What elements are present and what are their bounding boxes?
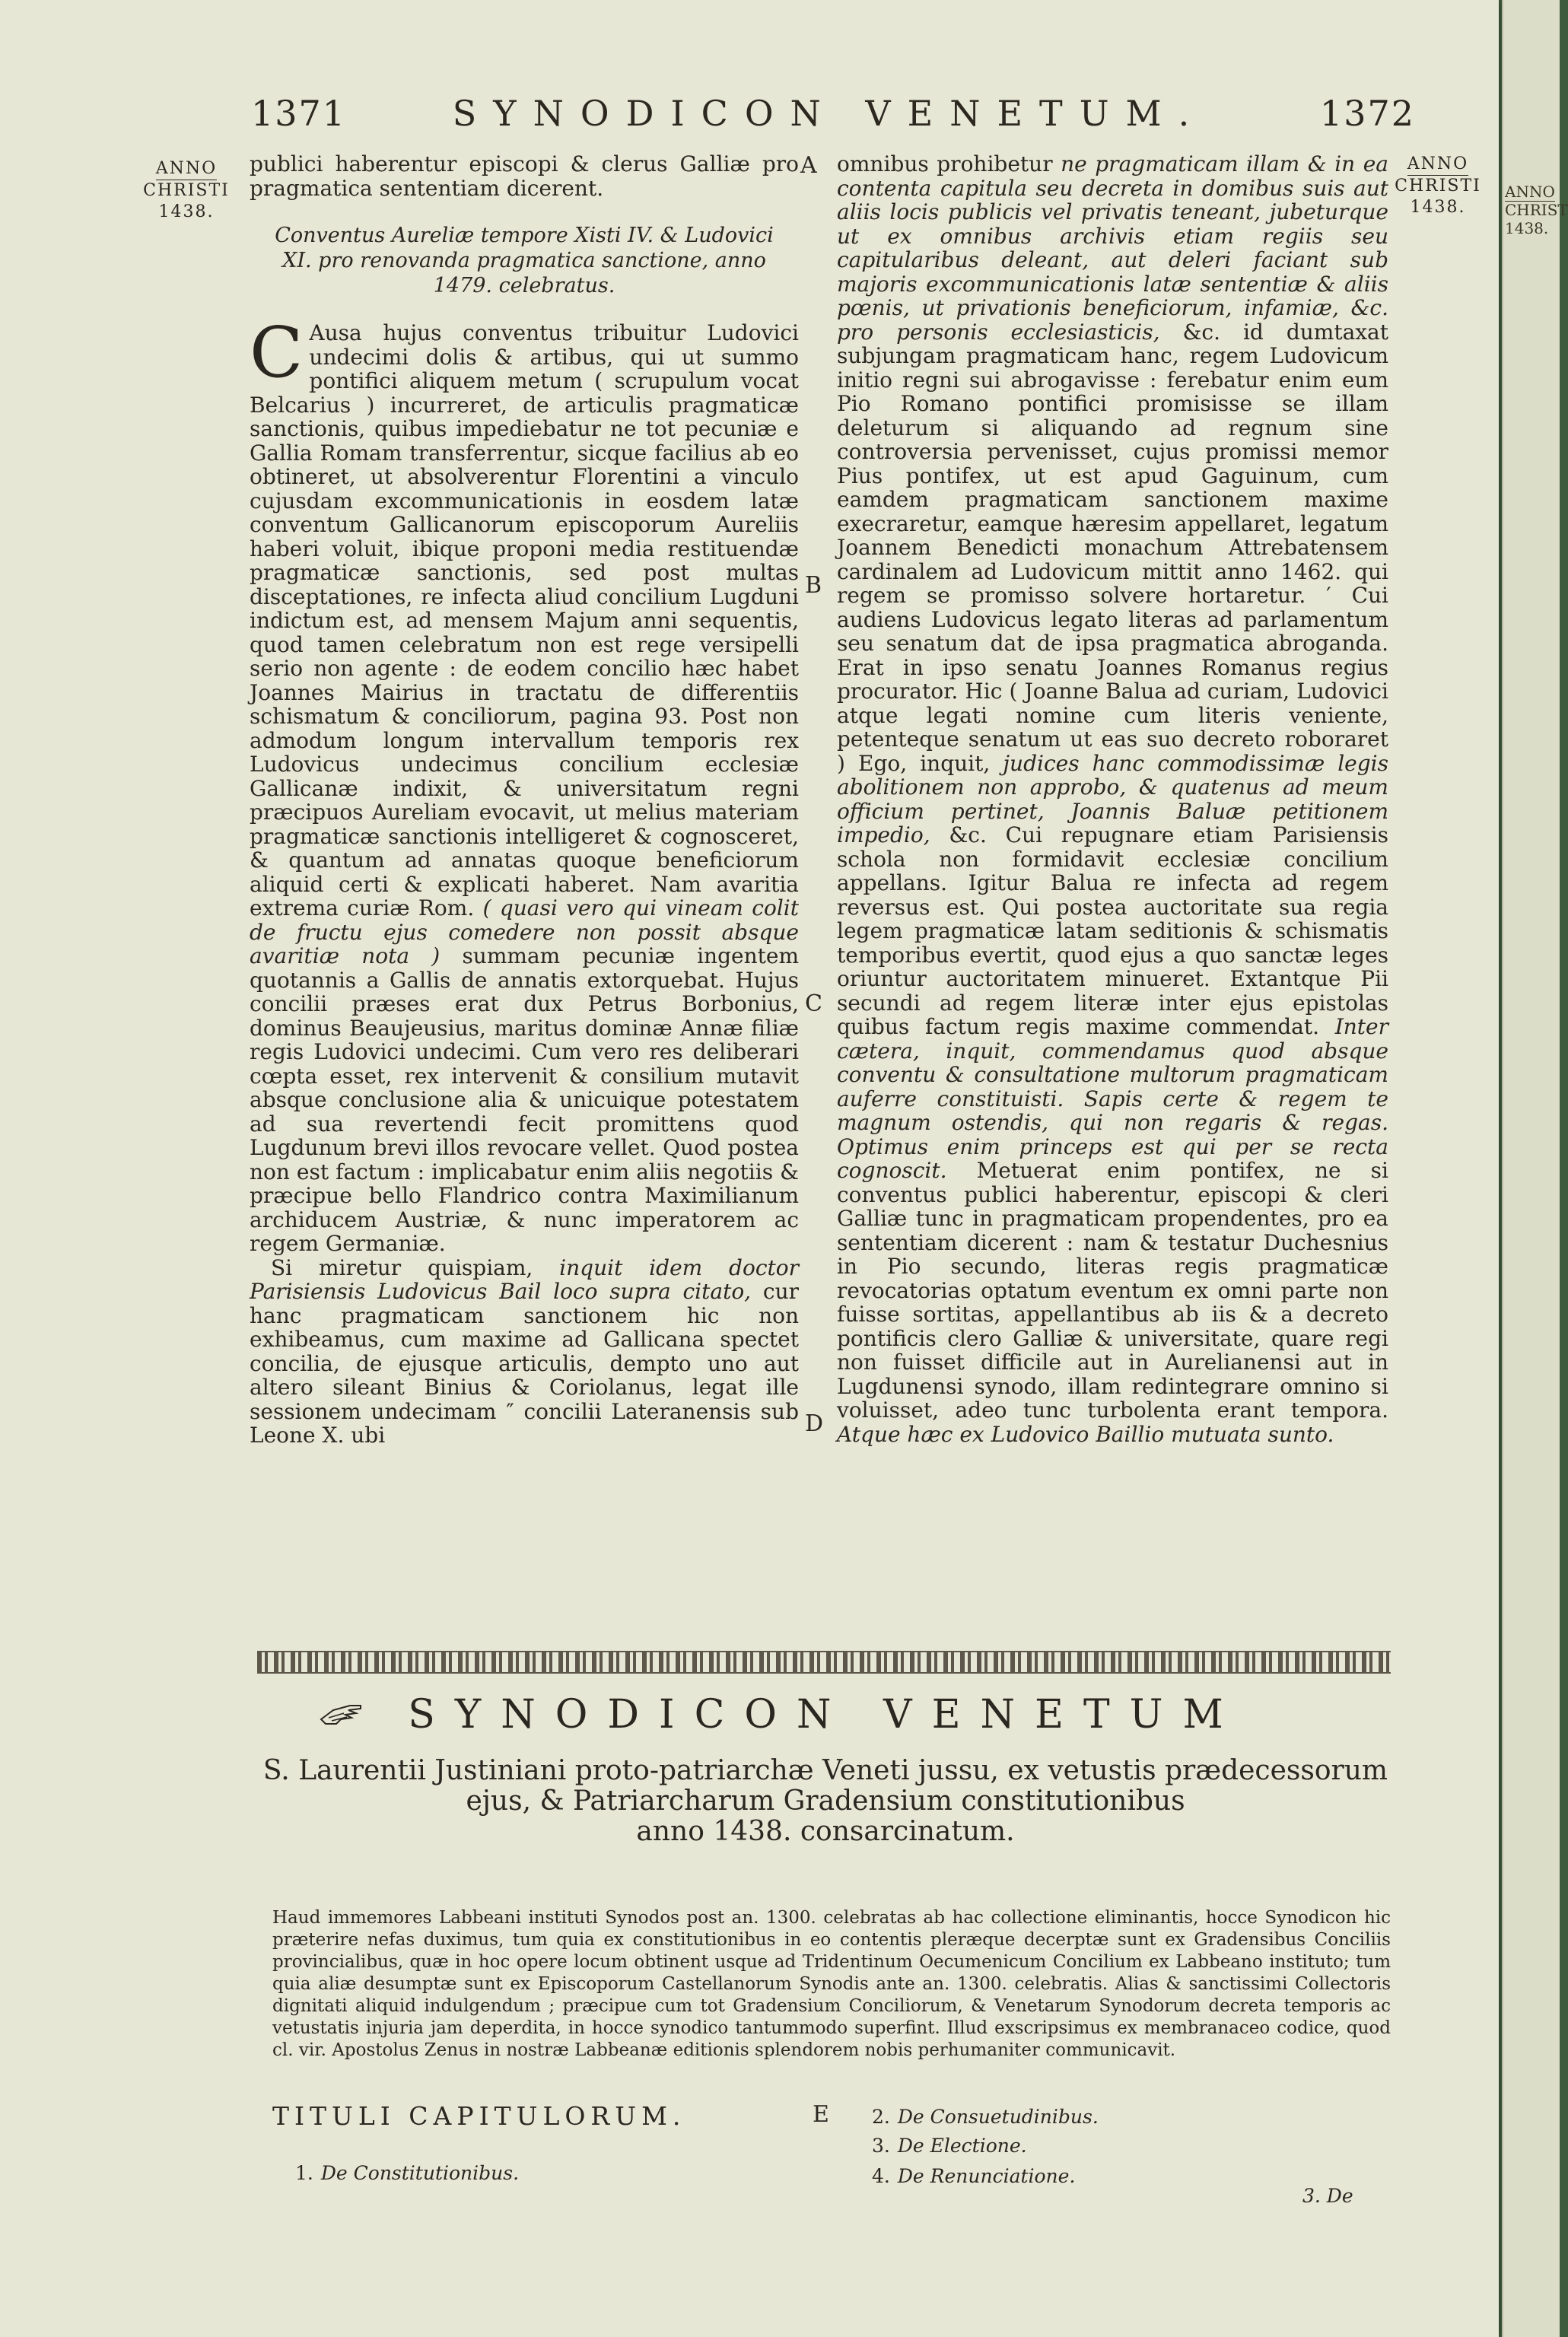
section-title-block [259, 1690, 1392, 1847]
section-letter-b: B [805, 572, 822, 599]
ornamental-divider [257, 1651, 1391, 1674]
left-opening: publici haberentur episcopi & clerus Galliæ pro pragmatica sententiam dicerent. [250, 151, 799, 201]
introductory-note: Haud immemores Labbeani instituti Synodos post an. 1300. celebratas ab hac collectione eliminantis, hocce Synodicon hic præterire nefas duximus, tum quia ex constitutionibus in eo contentis pleræque decerptæ sunt ex Gradensibus Conciliis provincialibus, quæ in hoc opere locum obtinent usque ad Tridentinum Oecumenicum Concilium ex Labbeano instituto; tum quia aliæ desumptæ sunt ex Episcoporum Castellanorum Synodis ante an. 1300. celebratis. Alias & sanctissimi Collectoris dignitati aliquid indulgendum ; præcipue cum tot Gradensium Conciliorum, & Venetarum Synodorum decreta temporis ac vetustatis injuria jam deperdita, in hocce synodico tantummodo superfint. Illud exscripsimus ex membranaceo codice, quod cl. vir. Apostolus Zenus in nostræ Labbeanæ editionis splendorem nobis perhumaniter communicavit. [272, 1908, 1391, 2060]
toc-item: 2. De Consuetudinibus. [872, 2106, 1099, 2128]
toc-item: 1. De Constitutionibus. [295, 2162, 520, 2184]
left-column-number: 1371 [251, 93, 347, 134]
margin-year: 1438. [158, 202, 215, 221]
section-letter-d: D [805, 1410, 824, 1437]
margin-anno: ANNO [1407, 154, 1468, 176]
margin-christi: CHRISTI [143, 181, 230, 200]
section-heading: Conventus Aureliæ tempore Xisti IV. & Ludovici XI. pro renovanda pragmatica sanctione, anno 1479. celebratus. [275, 224, 774, 297]
section-letter-c: C [805, 990, 822, 1017]
section-letter-e: E [813, 2101, 829, 2128]
left-paragraph-2: Si miretur quispiam, inquit idem doctor Parisiensis Ludovicus Bail loco supra citato, cur hanc pragmaticam sanctionem hic non exhibeamus, cum maxime ad Gallicana spectet concilia, de ejusque articulis, dempto uno aut altero sileant Binius & Coriolanus, legat ille sessionem undecimam ″ concilii Lateranensis sub Leone X. ubi [250, 1254, 800, 1448]
right-paragraph: omnibus prohibetur ne pragmaticam illam & in ea contenta capitula seu decreta in domibus suis aut aliis locis publicis vel privatis teneant, jubeturque ut ex omnibus archivis etiam regiis seu capitularibus deleant, aut deleri faciant sub majoris excommunicationis latæ sententiæ & aliis pœnis, ut privationis beneficiorum, infamiæ, &c. pro personis ecclesiasticis, &c. id dumtaxat subjungam pragmaticam hanc, regem Ludovicum initio regni sui abrogavisse : ferebatur enim eum Pio Romano pontifici promisisse se illam deleturum si aliquando ad regnum sine controversia pervenisset, cujus promissi memor Pius pontifex, ut est apud Gaguinum, cum eamdem pragmaticam sanctionem maxime execraretur, eamque hæresim appellaret, legatum Joannem Benedicti monachum Attrebatensem cardinalem ad Ludovicum mittit anno 1462. qui regem se promisso solvere hortaretur. ′ Cui audiens Ludovicus legato literas ad parlamentum seu senatum dat de ipsa pragmatica abroganda. Erat in ipso senatu Joannes Romanus regius procurator. Hic ( Joanne Balua ad curiam, Ludovici atque legati nomine cum literis veniente, petenteque senatum ut eas suo decreto roboraret ) Ego, inquit, judices hanc commodissimæ legis abolitionem non approbo, & quatenus ad meum officium pertinet, Joannis Baluæ petitionem impedio, &c. Cui repugnare etiam Parisiensis schola non formidavit ecclesiæ concilium appellans. Igitur Balua re infecta ad regem reversus est. Qui postea auctoritate sua regia legem pragmaticæ latam seditionis & schismatis temporibus evertit, quod ejus a quo sanctæ leges oriuntur auctoritatem minueret. Extantque Pii secundi ad regem literæ inter ejus epistolas quibus factum regis maxime commendat. Inter cætera, inquit, commendamus quod absque conventu & consultatione multorum pragmaticam auferre constituisti. Sapis certe & regem te magnum ostendis, qui non regaris & regas. Optimus enim princeps est qui per se recta cognoscit. Metuerat enim pontifex, ne si conventus publici haberentur, episcopi & cleri Galliæ tunc in pragmaticam propendentes, pro ea sententiam dicerent : nam & testatur Duchesnius in Pio secundo, literas regis pragmaticæ revocatorias optatum eventum ex omni parte non fuisse sortitas, appellantibus ab iis & a decreto pontificis clero Galliæ & universitate, quare regi non fuisset difficile aut in Aurelianensi aut in Lugdunensi synodo, illam redintegrare omnino si voluisset, adeo tunc turbolenta erant tempora. Atque hæc ex Ludovico Baillio mutuata sunto. [837, 151, 1389, 1447]
margin-anno: ANNO [156, 158, 217, 180]
adjacent-page-edge [1502, 0, 1568, 2337]
chapter-list-heading: TITULI CAPITULORUM. [272, 2101, 686, 2131]
right-column [837, 152, 1388, 1446]
adjacent-margin-note: ANNO CHRIST 1438. [1505, 183, 1568, 237]
toc-item: 4. De Renunciatione. [872, 2165, 1076, 2187]
running-title: SYNODICON VENETUM. [452, 93, 1207, 134]
margin-note-left [129, 158, 243, 223]
running-header [251, 93, 1415, 138]
margin-christi: CHRISTI [1395, 176, 1481, 196]
margin-year: 1438. [1410, 198, 1466, 217]
left-paragraph-1: C Ausa hujus conventus tribuitur Ludovici undecimi dolis & artibus, qui ut summo pontifici aliquem metum ( scrupulum vocat Belcarius ) incurreret, de articulis pragmaticæ sanctionis, quibus impediebatur ne tot pecuniæ e Gallia Romam transferrentur, sicque facilius ab eo obtineret, ut absolverentur Florentini a vinculo cujusdam excommunicationis in eosdem latæ conventum Gallicanorum episcoporum Aureliis haberi voluit, ibique proponi media restituendæ pragmaticæ sanctionis, sed post multas disceptationes, re infecta aliud concilium Lugduni indictum est, ad mensem Majum anni sequentis, quod tamen celebratum non est rege versipelli serio non agente : de eodem concilio hæc habet Joannes Mairius in tractatu de differentiis schismatum & conciliorum, pagina 93. Post non admodum longum intervallum temporis rex Ludovicus undecimus concilium ecclesiæ Gallicanæ indixit, & universitatum regni præcipuos Aureliam evocavit, ut melius materiam pragmaticæ sanctionis intelligeret & cognosceret, & quantum ad annatas quoque beneficiorum aliquid certi & explicati haberet. Nam avaritia extrema curiæ Rom. ( quasi vero qui vineam colit de fructu ejus comedere non possit absque avaritiæ nota ) summam pecuniæ ingentem quotannis a Gallis de annatis extorquebat. Hujus concilii præses erat dux Petrus Borbonius, dominus Beaujeusius, maritus dominæ Annæ filiæ regis Ludovici undecimi. Cum vero res deliberari cœpta esset, rex intervenit & consilium mutavit absque conclusione alia & unicuique potestatem ad sua revertendi fecit promittens quod Lugdunum brevi illos revocare vellet. Quod postea non est factum : implicabatur enim aliis negotiis & præcipue bello Flandrico contra Maximilianum archiducem Austriæ, & nunc imperatorem ac regem Germaniæ. [250, 312, 800, 1256]
section-title: SYNODICON VENETUM [259, 1690, 1392, 1739]
toc-item: 3. De Electione. [872, 2135, 1027, 2157]
section-subtitle: S. Laurentii Justiniani proto-patriarchæ Veneti jussu, ex vetustis prædecessorum ejus, & Patriarcharum Gradensium constitutionibus anno 1438. consarcinatum. [262, 1755, 1388, 1847]
section-letter-a: A [800, 152, 817, 179]
drop-cap: C [250, 312, 304, 393]
pointing-hand-icon [318, 1696, 364, 1728]
catchword: 3. De [1302, 2185, 1353, 2207]
right-column-number: 1372 [1319, 93, 1415, 134]
left-column [250, 152, 799, 1448]
margin-note-right [1385, 154, 1491, 218]
